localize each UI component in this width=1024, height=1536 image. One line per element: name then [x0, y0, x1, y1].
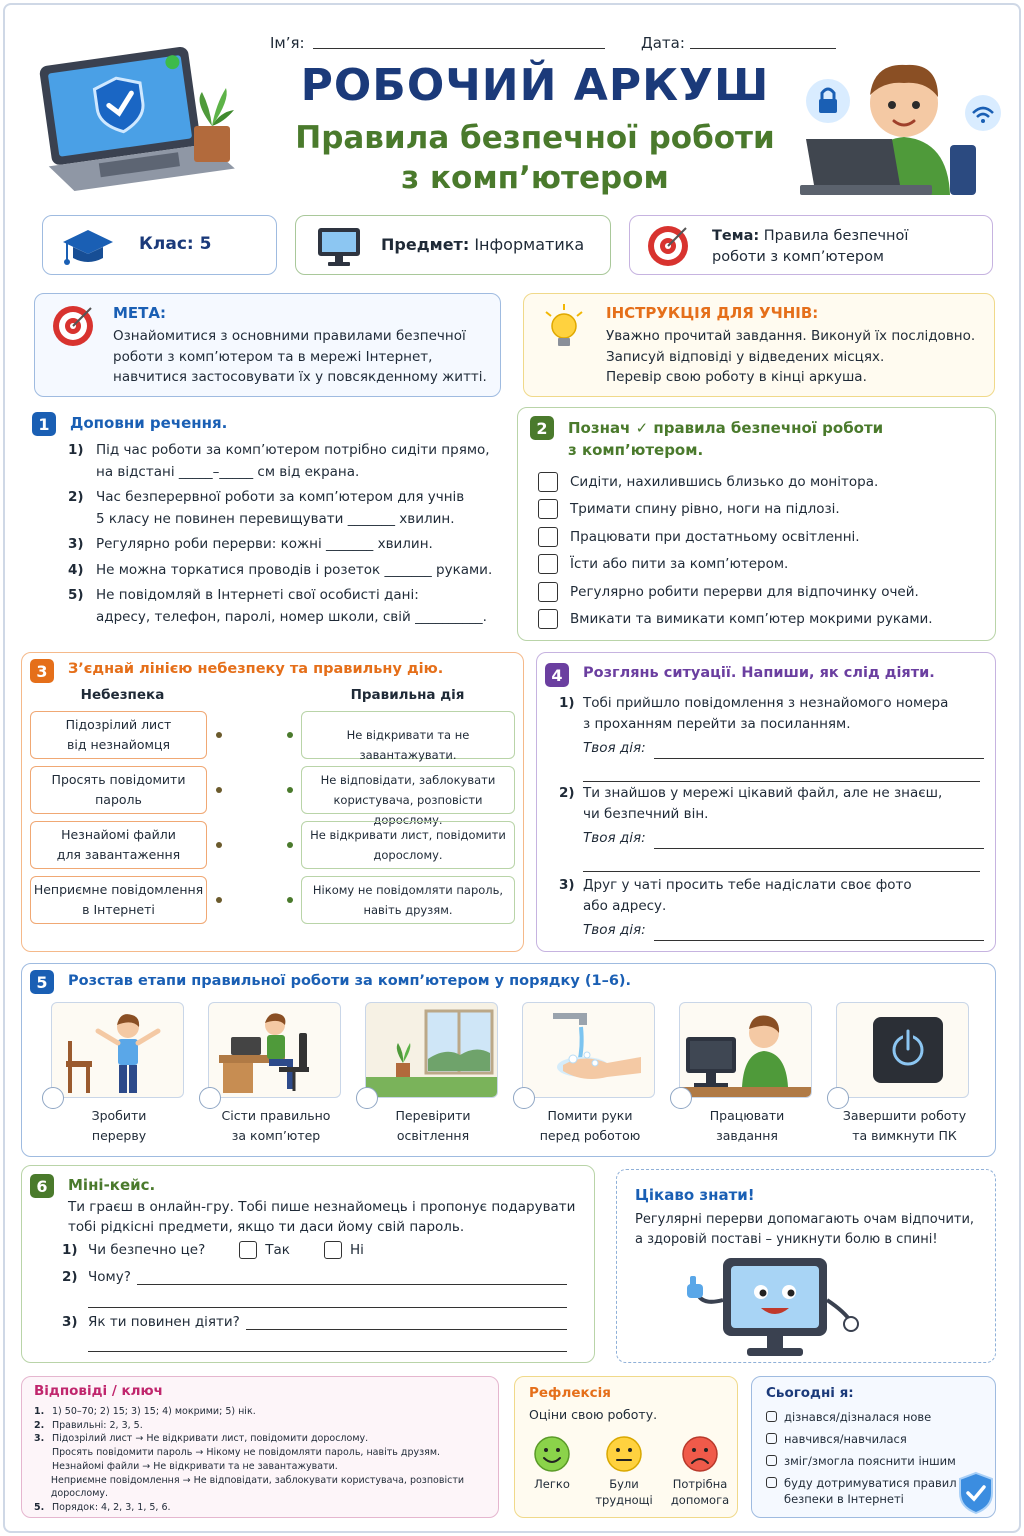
- caption-line: Завершити роботу: [842, 1108, 967, 1123]
- face-label: [589, 1476, 659, 1508]
- action-label: Твоя дія:: [583, 830, 646, 846]
- step-caption: [206, 1106, 346, 1146]
- fact-line: а здоровій поставі – уникнути болю в спині!: [635, 1232, 938, 1247]
- item-number: 1): [68, 442, 84, 458]
- answer-number: [34, 1474, 51, 1501]
- neutral-face-icon[interactable]: [605, 1435, 643, 1473]
- danger-card: [30, 821, 207, 869]
- checkbox[interactable]: [766, 1477, 777, 1488]
- instructions-line: Перевір свою роботу в кінці аркуша.: [606, 369, 867, 385]
- answer-number: 1.: [34, 1406, 45, 1417]
- today-item-text: безпеки в Інтернеті: [784, 1492, 904, 1506]
- match-dot-right[interactable]: [287, 787, 293, 793]
- today-item-text: навчився/навчилася: [784, 1432, 907, 1446]
- face-label-line: Легко: [534, 1477, 570, 1491]
- reflection-title: Рефлексія: [529, 1385, 611, 1401]
- card-line: Незнайомі файли: [61, 827, 176, 842]
- match-dot-right[interactable]: [287, 897, 293, 903]
- answer-line[interactable]: [654, 835, 984, 849]
- step-image-light: [365, 1002, 498, 1098]
- item-number: 1): [559, 695, 575, 711]
- task5-title: Розстав етапи правильної роботи за комп’ютером у порядку (1–6).: [68, 973, 632, 989]
- item-number: 4): [68, 561, 84, 578]
- checkbox[interactable]: [538, 472, 558, 492]
- monitor-icon: [316, 226, 362, 268]
- answer-number: [34, 1446, 52, 1460]
- task1-item: [68, 534, 508, 556]
- target-icon: [646, 224, 690, 268]
- task3-number: 3: [30, 659, 54, 683]
- face-label: [665, 1476, 735, 1508]
- task1-item: [68, 440, 508, 483]
- sad-face-icon[interactable]: [681, 1435, 719, 1473]
- question-number: 2): [62, 1269, 78, 1285]
- danger-card: [30, 876, 207, 924]
- card-line: пароль: [95, 792, 142, 807]
- task6-number: 6: [30, 1174, 54, 1198]
- checkbox[interactable]: [538, 499, 558, 519]
- subject-value: Інформатика: [474, 235, 585, 254]
- topic-value-1: Правила безпечної: [763, 228, 909, 244]
- caption-line: завдання: [716, 1128, 778, 1143]
- class-box: [42, 215, 277, 275]
- task2-number: 2: [530, 416, 554, 440]
- topic-label: Тема:: [712, 228, 760, 244]
- answer-line[interactable]: [137, 1271, 567, 1285]
- answer-text: Підозрілий лист → Не відкривати лист, повідомити дорослому.: [52, 1433, 369, 1445]
- goal-box: [34, 293, 501, 397]
- case-line: Ти граєш в онлайн-гру. Тобі пише незнайомець і пропонує подарувати: [68, 1199, 576, 1215]
- today-item[interactable]: [766, 1475, 966, 1507]
- danger-card: [30, 766, 207, 814]
- action-card: [301, 821, 515, 869]
- task5-section: [21, 963, 996, 1157]
- face-label-line: Потрібна: [672, 1477, 728, 1491]
- checklist-item[interactable]: [538, 523, 933, 551]
- answers-title: Відповіді / ключ: [34, 1383, 163, 1399]
- item-number: 3): [68, 536, 84, 552]
- stretching-boy-illustration: [52, 1003, 184, 1098]
- goal-title: МЕТА:: [113, 304, 167, 322]
- checkbox[interactable]: [538, 609, 558, 629]
- item-text[interactable]: на відстані _____–_____ см від екрана.: [96, 463, 360, 480]
- caption-line: Перевірити: [395, 1108, 471, 1123]
- card-line: користувача, розповісти дорослому.: [333, 793, 483, 827]
- topic-value-2: роботи з комп’ютером: [712, 249, 884, 265]
- checkbox[interactable]: [538, 582, 558, 602]
- today-item[interactable]: [766, 1453, 966, 1469]
- fact-box: [616, 1169, 996, 1363]
- question-text: Чи безпечно це?: [88, 1242, 206, 1258]
- name-label: Ім’я:: [270, 34, 305, 52]
- question-number: 1): [62, 1242, 78, 1258]
- task1-title: Доповни речення.: [70, 414, 228, 432]
- answer-number: 3.: [34, 1433, 45, 1445]
- answer-text: Неприємне повідомлення → Не відповідати, заблокувати користувача, розповісти дорослому.: [50, 1474, 465, 1500]
- working-boy-illustration: [680, 1003, 812, 1098]
- task6-q3: [62, 1314, 567, 1330]
- answer-number: [34, 1460, 52, 1474]
- checkbox[interactable]: [538, 527, 558, 547]
- checklist-label: Їсти або пити за комп’ютером.: [570, 556, 789, 573]
- checklist-item[interactable]: [538, 578, 933, 606]
- action-label: Твоя дія:: [583, 922, 646, 938]
- no-label: Ні: [349, 1242, 364, 1258]
- checklist-label: Регулярно робити перерви для відпочинку очей.: [570, 583, 919, 600]
- step-caption: [832, 1106, 977, 1146]
- caption-line: освітлення: [396, 1128, 470, 1143]
- card-line: Не відкривати лист, повідомити: [310, 828, 506, 842]
- caption-line: Сісти правильно: [221, 1108, 331, 1123]
- step-caption: [520, 1106, 660, 1146]
- task2-section: [517, 407, 996, 641]
- window-light-illustration: [366, 1003, 498, 1098]
- task2-title: [568, 417, 883, 461]
- answer-line[interactable]: [88, 1307, 567, 1308]
- question-number: 3): [62, 1314, 78, 1330]
- date-label: Дата:: [641, 34, 685, 52]
- task5-number: 5: [30, 970, 54, 994]
- card-line: Неприємне повідомлення: [33, 882, 204, 897]
- answer-text: 1) 50–70; 2) 15; 3) 15; 4) мокрими; 5) нік.: [52, 1406, 256, 1417]
- subject-box: [295, 215, 611, 275]
- checkbox[interactable]: [538, 554, 558, 574]
- column-header-action: Правильна дія: [350, 687, 465, 703]
- task6-q2: [62, 1269, 567, 1285]
- step-caption: [363, 1106, 503, 1146]
- task3-section: [21, 652, 524, 952]
- instructions-line: Записуй відповіді у відведених місцях.: [606, 348, 885, 365]
- caption-line: перед роботою: [539, 1128, 641, 1143]
- card-line: дорослому.: [373, 848, 443, 862]
- danger-card: [30, 711, 207, 759]
- face-label-line: Були: [609, 1477, 639, 1491]
- item-text[interactable]: Не можна торкатися проводів і розеток _______ руками.: [96, 561, 493, 578]
- task4-title: Розглянь ситуації. Напиши, як слід діяти.: [583, 665, 935, 681]
- reflection-subtitle: Оціни свою роботу.: [529, 1407, 658, 1422]
- task6-title: Міні-кейс.: [68, 1176, 156, 1194]
- caption-line: Зробити: [91, 1108, 147, 1123]
- caption-line: та вимкнути ПК: [852, 1128, 957, 1143]
- fact-title: Цікаво знати!: [635, 1186, 755, 1204]
- goal-target-icon: [51, 304, 95, 348]
- subject-line: [381, 235, 584, 254]
- task1-number: 1: [32, 412, 56, 436]
- answer-text: Незнайомі файли → Не відкривати та не завантажувати.: [52, 1460, 338, 1472]
- situation-text: або адресу.: [583, 898, 667, 914]
- case-line: тобі рідкісні предмети, якщо ти даси йому свій пароль.: [68, 1218, 465, 1235]
- task1-section: [30, 410, 508, 640]
- checkbox[interactable]: [766, 1411, 777, 1422]
- topic-box: [629, 215, 993, 275]
- card-line: Просять повідомити: [51, 772, 186, 787]
- step-caption: [49, 1106, 189, 1146]
- instructions-line: Уважно прочитай завдання. Виконуй їх послідовно.: [606, 328, 976, 344]
- task2-title-line: з комп’ютером.: [568, 441, 704, 459]
- today-item-text: дізнався/дізналася нове: [784, 1410, 932, 1424]
- step-image-shutdown: [836, 1002, 969, 1098]
- situation-text: Ти знайшов у мережі цікавий файл, але не знаєш,: [583, 785, 943, 801]
- checklist-item[interactable]: [538, 496, 933, 524]
- caption-line: за комп’ютер: [231, 1128, 321, 1143]
- task1-item: [68, 560, 508, 582]
- situation-text: з проханням перейти за посиланням.: [583, 716, 851, 732]
- face-label-line: допомога: [670, 1493, 730, 1507]
- today-item-text: буду дотримуватися правил: [784, 1476, 957, 1490]
- step-caption: [677, 1106, 817, 1146]
- fact-line: Регулярні перерви допомагають очам відпочити,: [635, 1212, 975, 1227]
- answer-number: 5.: [34, 1501, 45, 1513]
- situation-text: Друг у чаті просить тебе надіслати своє фото: [583, 877, 912, 893]
- action-card: [301, 766, 515, 827]
- instructions-text: [606, 326, 975, 388]
- answer-text: Порядок: 4, 2, 3, 1, 5, 6.: [52, 1501, 171, 1513]
- item-text[interactable]: адресу, телефон, паролі, номер школи, свій __________.: [96, 608, 487, 625]
- action-label: Твоя дія:: [583, 740, 646, 756]
- today-item-text: зміг/змогла пояснити іншим: [784, 1454, 956, 1468]
- task4-number: 4: [545, 663, 569, 687]
- task2-checklist: [538, 468, 933, 633]
- card-line: Не відповідати, заблокувати: [320, 773, 496, 787]
- column-header-danger: Небезпека: [80, 687, 165, 703]
- today-item[interactable]: [766, 1409, 966, 1425]
- task1-item: [68, 585, 508, 628]
- reflection-box: [514, 1376, 738, 1518]
- item-number: 5): [68, 587, 84, 603]
- match-dot-right[interactable]: [287, 842, 293, 848]
- answer-line[interactable]: [583, 767, 980, 782]
- item-number: 2): [559, 785, 575, 801]
- item-number: 2): [68, 489, 84, 505]
- situation-text: Тобі прийшло повідомлення з незнайомого номера: [583, 695, 949, 711]
- goal-line: Ознайомитися з основними правилами безпечної: [113, 328, 466, 344]
- power-button-icon: [837, 1003, 969, 1098]
- card-line: для завантаження: [56, 847, 181, 862]
- instructions-title: ІНСТРУКЦІЯ ДЛЯ УЧНІВ:: [606, 304, 819, 322]
- today-box: [751, 1376, 996, 1518]
- match-dot-left[interactable]: [216, 732, 222, 738]
- page-subtitle-1: Правила безпечної роботи: [295, 120, 775, 156]
- task3-title: З’єднай лінією небезпеку та правильну дію.: [68, 661, 444, 677]
- answer-line[interactable]: [654, 745, 984, 759]
- task1-item: [68, 487, 508, 530]
- topic-text: [712, 226, 908, 268]
- answer-text: Просять повідомити пароль → Нікому не повідомляти пароль, навіть друзям.: [52, 1447, 441, 1459]
- action-card: [301, 876, 515, 924]
- card-line: в Інтернеті: [82, 902, 155, 917]
- answer-text: Правильні: 2, 3, 5.: [52, 1419, 143, 1431]
- task6-case-text: [68, 1198, 575, 1237]
- action-card: [301, 711, 515, 762]
- answer-line[interactable]: [654, 927, 984, 941]
- task6-section: [21, 1165, 595, 1363]
- shield-check-icon: [958, 1471, 994, 1515]
- step-image-break: [51, 1002, 184, 1098]
- caption-line: Працювати: [709, 1108, 785, 1123]
- name-field[interactable]: [313, 48, 605, 49]
- sitting-boy-illustration: [209, 1003, 341, 1098]
- class-label: Клас: 5: [139, 234, 212, 254]
- match-dot-right[interactable]: [287, 732, 293, 738]
- match-dot-left[interactable]: [216, 842, 222, 848]
- task6-q1: [62, 1241, 364, 1259]
- happy-face-icon[interactable]: [533, 1435, 571, 1473]
- card-line: від незнайомця: [66, 737, 171, 752]
- page-subtitle-2: з комп’ютером: [401, 160, 669, 196]
- answers-list: [34, 1405, 494, 1515]
- yes-label: Так: [265, 1242, 290, 1258]
- checklist-label: Сидіти, нахилившись близько до монітора.: [570, 473, 879, 490]
- match-dot-left[interactable]: [216, 897, 222, 903]
- today-list: [766, 1409, 966, 1507]
- answer-line[interactable]: [583, 857, 980, 872]
- yes-checkbox[interactable]: [239, 1241, 257, 1259]
- checklist-label: Вмикати та вимикати комп’ютер мокрими руками.: [570, 611, 933, 628]
- face-label-line: труднощі: [595, 1493, 653, 1507]
- item-text[interactable]: 5 класу не повинен перевищувати _______ хвилин.: [96, 510, 455, 527]
- face-label: [517, 1476, 587, 1492]
- today-item[interactable]: [766, 1431, 966, 1447]
- task2-title-line: Познач ✓ правила безпечної роботи: [568, 419, 884, 437]
- answers-box: [21, 1376, 499, 1518]
- checklist-label: Тримати спину рівно, ноги на підлозі.: [570, 501, 840, 518]
- checklist-item[interactable]: [538, 551, 933, 579]
- graduation-cap-icon: [61, 226, 115, 268]
- item-number: 3): [559, 877, 575, 893]
- step-image-wash: [522, 1002, 655, 1098]
- situation-1: [559, 693, 984, 789]
- item-text: Не повідомляй в Інтернеті свої особисті дані:: [96, 587, 419, 603]
- instructions-box: [523, 293, 995, 397]
- item-text: Час безперервної роботи за комп’ютером для учнів: [96, 489, 465, 505]
- lightbulb-icon: [542, 304, 586, 354]
- step-image-work: [679, 1002, 812, 1098]
- situation-3: [559, 875, 984, 941]
- step-image-sit: [208, 1002, 341, 1098]
- today-title: Сьогодні я:: [766, 1385, 854, 1401]
- situation-text: чи безпечний він.: [583, 806, 709, 822]
- goal-text: [113, 326, 487, 388]
- answer-number: 2.: [34, 1419, 45, 1431]
- answer-line[interactable]: [88, 1351, 567, 1352]
- item-text[interactable]: Регулярно роби перерви: кожні _______ хвилин.: [96, 536, 433, 552]
- fact-text: [635, 1210, 974, 1250]
- hand-washing-illustration: [523, 1003, 655, 1098]
- subject-label: Предмет:: [381, 235, 470, 254]
- caption-line: Помити руки: [547, 1108, 633, 1123]
- smiling-monitor-mascot-icon: [683, 1256, 863, 1360]
- card-line: Нікому не повідомляти пароль,: [312, 883, 504, 897]
- card-line: Підозрілий лист: [65, 717, 172, 732]
- answer-line[interactable]: [246, 1316, 567, 1330]
- page-title: РОБОЧИЙ АРКУШ: [300, 60, 770, 111]
- card-line: Не відкривати та не завантажувати.: [346, 728, 470, 762]
- laptop-shield-illustration: [34, 42, 244, 192]
- checkbox[interactable]: [766, 1455, 777, 1466]
- checklist-item[interactable]: [538, 606, 933, 634]
- goal-line: навчитися застосовувати їх у повсякденному житті.: [113, 369, 487, 385]
- question-text: Як ти повинен діяти?: [88, 1314, 240, 1330]
- card-line: навіть друзям.: [363, 903, 453, 917]
- caption-line: перерву: [91, 1128, 147, 1143]
- checklist-label: Працювати при достатньому освітленні.: [570, 528, 860, 545]
- task1-list: [68, 440, 508, 628]
- match-dot-left[interactable]: [216, 787, 222, 793]
- no-checkbox[interactable]: [324, 1241, 342, 1259]
- task4-section: [536, 652, 996, 952]
- checklist-item[interactable]: [538, 468, 933, 496]
- item-text: Під час роботи за комп’ютером потрібно сидіти прямо,: [96, 442, 490, 458]
- boy-at-laptop-illustration: [800, 45, 1010, 205]
- situation-2: [559, 783, 984, 879]
- question-text: Чому?: [88, 1269, 131, 1285]
- goal-line: роботи з комп’ютером та в мережі Інтернет,: [113, 348, 433, 365]
- checkbox[interactable]: [766, 1433, 777, 1444]
